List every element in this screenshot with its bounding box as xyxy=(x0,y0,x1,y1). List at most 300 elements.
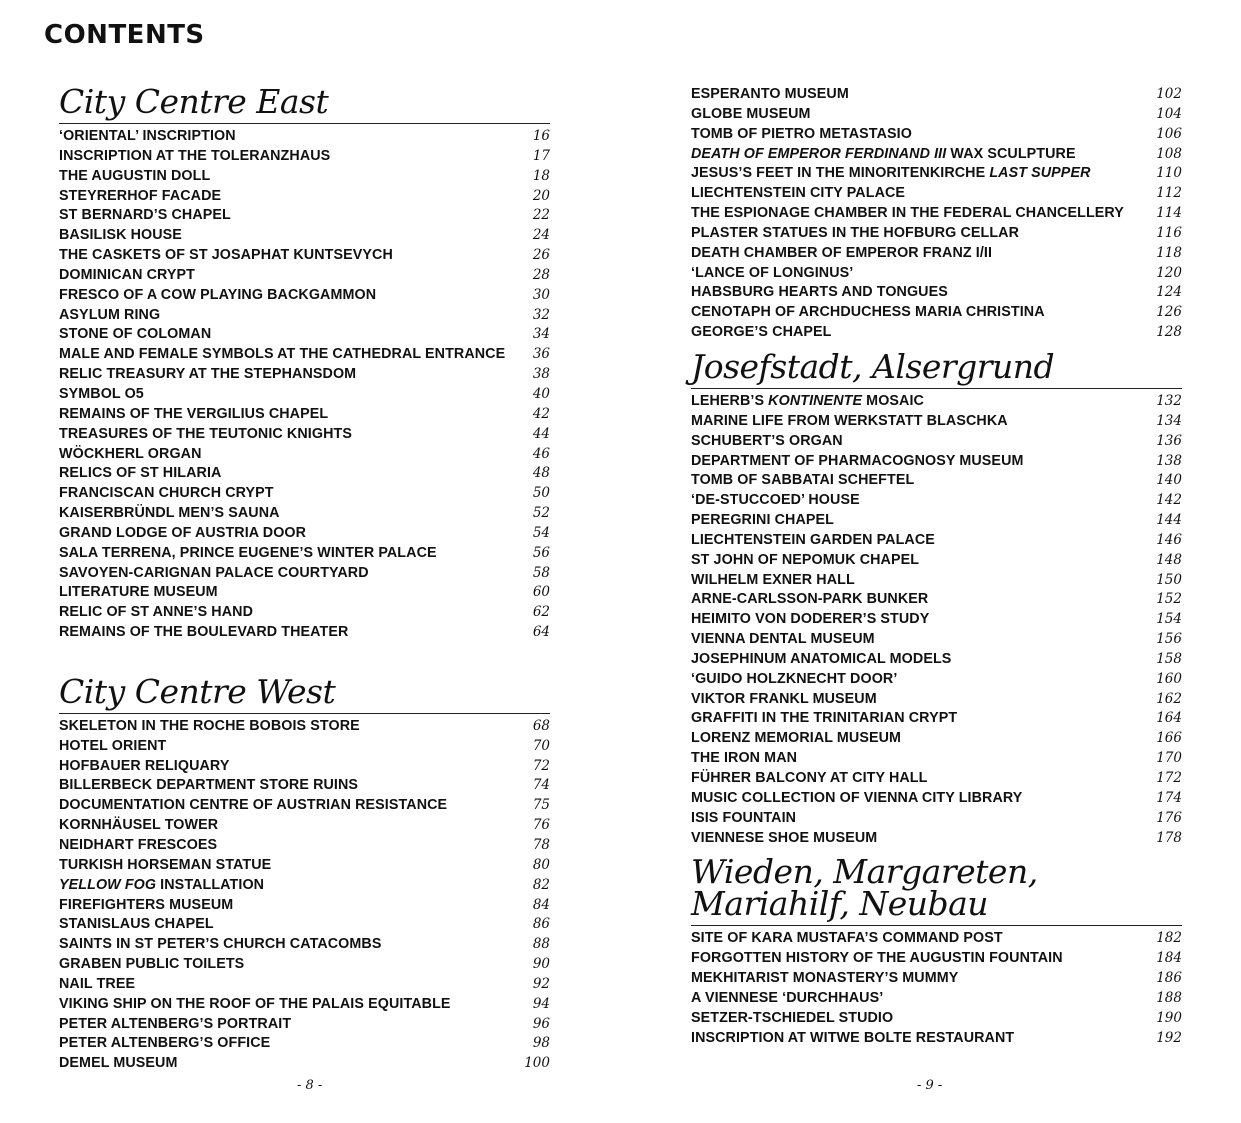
toc-entry xyxy=(59,935,550,955)
entry-title-part: INSTALLATION xyxy=(156,876,265,893)
entry-title-part: SITE OF KARA MUSTAFA’S COMMAND POST xyxy=(691,930,1003,947)
entry-title-part: JOSEPHINUM ANATOMICAL MODELS xyxy=(691,650,952,667)
toc-section xyxy=(691,854,1182,1048)
entry-page-number: 50 xyxy=(532,485,550,502)
toc-entry xyxy=(691,164,1182,184)
entry-title xyxy=(691,949,1063,969)
entry-title-part: REMAINS OF THE BOULEVARD THEATER xyxy=(59,624,349,641)
entry-title xyxy=(59,816,218,836)
entry-title xyxy=(691,709,957,729)
entry-title-part: INSCRIPTION AT THE TOLERANZHAUS xyxy=(59,147,331,164)
entry-page-number: 134 xyxy=(1156,412,1182,429)
entry-title-part: REMAINS OF THE VERGILIUS CHAPEL xyxy=(59,405,329,422)
toc-entry xyxy=(59,583,550,603)
entry-title xyxy=(59,737,166,757)
entry-title-part: PETER ALTENBERG’S PORTRAIT xyxy=(59,1015,292,1032)
toc-entry xyxy=(59,995,550,1015)
entry-title-part: HOTEL ORIENT xyxy=(59,737,167,754)
entry-title xyxy=(691,969,958,989)
entry-title xyxy=(691,789,1022,809)
entry-title-part: TOMB OF PIETRO METASTASIO xyxy=(691,125,912,142)
entry-title xyxy=(59,345,505,365)
entry-title xyxy=(691,769,927,789)
page-number-left: - 8 - xyxy=(297,1078,323,1093)
entry-page-number: 114 xyxy=(1156,205,1182,222)
toc-entry xyxy=(691,1009,1182,1029)
toc-entry xyxy=(59,484,550,504)
toc-entry xyxy=(691,283,1182,303)
entry-page-number: 172 xyxy=(1156,770,1182,786)
entry-page-number: 32 xyxy=(532,306,550,323)
entry-title-part: KAISERBRÜNDL MEN’S SAUNA xyxy=(59,505,280,522)
entry-title-part: ARNE-CARLSSON-PARK BUNKER xyxy=(691,591,929,608)
entry-page-number: 42 xyxy=(532,405,550,422)
toc-entry xyxy=(691,323,1182,343)
entry-title xyxy=(691,105,811,125)
entry-title-italic-part: LAST SUPPER xyxy=(989,165,1091,182)
entry-title-part: VIENNA DENTAL MUSEUM xyxy=(691,631,875,648)
section-title: Wieden, Margareten, Mariahilf, Neubau xyxy=(691,854,1182,926)
entry-title xyxy=(691,1029,1014,1049)
toc-entry xyxy=(691,969,1182,989)
entry-title xyxy=(59,935,381,955)
entry-title xyxy=(691,125,912,145)
entry-title xyxy=(59,266,195,286)
entry-title-italic-part: DEATH OF EMPEROR FERDINAND III xyxy=(691,145,947,162)
entry-title xyxy=(691,323,832,343)
entry-page-number: 154 xyxy=(1156,611,1182,628)
entry-page-number: 68 xyxy=(532,717,550,734)
toc-entry xyxy=(691,105,1182,125)
entry-title-part: ‘LANCE OF LONGINUS’ xyxy=(691,264,854,281)
toc-entry xyxy=(691,809,1182,829)
toc-entry-list xyxy=(691,82,1182,343)
entry-page-number: 142 xyxy=(1156,492,1182,509)
toc-entry xyxy=(691,989,1182,1009)
entry-page-number: 58 xyxy=(532,564,550,581)
entry-title-part: WÖCKHERL ORGAN xyxy=(59,445,202,462)
entry-title-part: RELIC OF ST ANNE’S HAND xyxy=(59,604,253,621)
toc-entry xyxy=(59,345,550,365)
toc-entry xyxy=(59,246,550,266)
entry-title xyxy=(59,504,280,524)
entry-page-number: 132 xyxy=(1156,392,1182,409)
entry-title-part: SYMBOL O5 xyxy=(59,385,144,402)
entry-page-number: 150 xyxy=(1156,571,1182,588)
entry-title-part: ST JOHN OF NEPOMUK CHAPEL xyxy=(691,551,920,568)
entry-page-number: 28 xyxy=(532,266,550,283)
entry-page-number: 136 xyxy=(1156,432,1182,449)
entry-title-part: LIECHTENSTEIN CITY PALACE xyxy=(691,185,906,202)
entry-title-part: JESUS’S FEET IN THE MINORITENKIRCHE xyxy=(691,165,990,182)
toc-entry xyxy=(59,896,550,916)
section-title: City Centre West xyxy=(59,674,550,714)
entry-title xyxy=(691,610,929,630)
left-page-column xyxy=(59,84,550,1074)
entry-page-number: 38 xyxy=(532,366,550,383)
entry-title-part: NEIDHART FRESCOES xyxy=(59,837,218,853)
toc-section xyxy=(59,671,550,1074)
entry-page-number: 118 xyxy=(1156,244,1182,261)
entry-title xyxy=(691,571,855,591)
entry-title-part: ISIS FOUNTAIN xyxy=(691,809,797,826)
toc-entry xyxy=(691,590,1182,610)
entry-title xyxy=(59,856,271,876)
entry-page-number: 158 xyxy=(1156,650,1182,667)
entry-title-part: STONE OF COLOMAN xyxy=(59,326,212,343)
entry-title xyxy=(59,365,356,385)
entry-title-part: WILHELM EXNER HALL xyxy=(691,571,855,588)
toc-entry xyxy=(59,623,550,643)
toc-entry xyxy=(59,717,550,737)
entry-title-part: SKELETON IN THE ROCHE BOBOIS STORE xyxy=(59,717,360,734)
entry-title-part: THE AUGUSTIN DOLL xyxy=(59,167,211,184)
entry-title xyxy=(59,757,229,777)
toc-entry xyxy=(59,127,550,147)
entry-title xyxy=(59,955,244,975)
entry-title-part: GRAND LODGE OF AUSTRIA DOOR xyxy=(59,524,307,541)
entry-page-number: 30 xyxy=(532,286,550,303)
entry-page-number: 48 xyxy=(532,465,550,482)
entry-title xyxy=(691,432,843,452)
toc-entry xyxy=(691,392,1182,412)
toc-entry xyxy=(691,650,1182,670)
entry-page-number: 106 xyxy=(1156,125,1182,142)
entry-title xyxy=(59,524,306,544)
entry-title-italic-part: YELLOW FOG xyxy=(59,876,157,893)
entry-page-number: 126 xyxy=(1156,304,1182,321)
entry-title xyxy=(691,650,951,670)
entry-title xyxy=(59,286,376,306)
entry-title xyxy=(691,590,928,610)
entry-title xyxy=(691,690,877,710)
entry-title-part: FÜHRER BALCONY AT CITY HALL xyxy=(691,770,928,786)
entry-page-number: 146 xyxy=(1156,531,1182,548)
entry-page-number: 36 xyxy=(532,346,550,363)
toc-entry xyxy=(691,264,1182,284)
entry-title-part: DOCUMENTATION CENTRE OF AUSTRIAN RESISTANCE xyxy=(59,797,448,814)
entry-title-part: TURKISH HORSEMAN STATUE xyxy=(59,856,272,873)
entry-page-number: 80 xyxy=(532,856,550,873)
entry-page-number: 192 xyxy=(1156,1029,1182,1046)
entry-title-part: INSCRIPTION AT WITWE BOLTE RESTAURANT xyxy=(691,1029,1015,1046)
entry-title xyxy=(59,445,202,465)
entry-title xyxy=(59,206,231,226)
entry-title-part: ‘ORIENTAL’ INSCRIPTION xyxy=(59,128,236,144)
toc-entry xyxy=(691,630,1182,650)
entry-page-number: 22 xyxy=(532,207,550,224)
entry-page-number: 16 xyxy=(532,128,550,144)
entry-title xyxy=(59,776,358,796)
entry-title-part: DEMEL MUSEUM xyxy=(59,1055,178,1072)
entry-title xyxy=(691,670,897,690)
entry-title-part: WAX SCULPTURE xyxy=(946,145,1076,162)
entry-title xyxy=(59,246,393,266)
toc-entry xyxy=(691,690,1182,710)
entry-title xyxy=(691,630,875,650)
entry-page-number: 60 xyxy=(532,584,550,601)
toc-entry xyxy=(691,769,1182,789)
entry-title xyxy=(59,464,221,484)
toc-entry xyxy=(59,856,550,876)
entry-title-part: MALE AND FEMALE SYMBOLS AT THE CATHEDRAL ENTRANCE xyxy=(59,346,506,363)
entry-title xyxy=(59,385,144,405)
entry-title xyxy=(691,85,849,105)
toc-entry xyxy=(59,206,550,226)
entry-title-part: DEPARTMENT OF PHARMACOGNOSY MUSEUM xyxy=(691,452,1024,469)
entry-page-number: 92 xyxy=(532,975,550,992)
entry-title xyxy=(59,915,214,935)
entry-title xyxy=(59,975,135,995)
entry-page-number: 102 xyxy=(1156,86,1182,102)
entry-title-part: ‘GUIDO HOLZKNECHT DOOR’ xyxy=(691,670,898,687)
toc-entry xyxy=(59,425,550,445)
entry-title xyxy=(691,145,1076,165)
entry-title-part: MARINE LIFE FROM WERKSTATT BLASCHKA xyxy=(691,412,1008,429)
entry-page-number: 82 xyxy=(532,876,550,893)
entry-title xyxy=(691,989,883,1009)
toc-entry xyxy=(691,303,1182,323)
entry-page-number: 138 xyxy=(1156,452,1182,469)
toc-section xyxy=(691,346,1182,848)
entry-title xyxy=(691,283,948,303)
toc-section xyxy=(691,82,1182,343)
entry-page-number: 120 xyxy=(1156,264,1182,281)
toc-entry-list xyxy=(59,124,550,643)
entry-title xyxy=(691,204,1124,224)
toc-entry xyxy=(691,412,1182,432)
entry-title xyxy=(59,405,328,425)
toc-entry xyxy=(691,224,1182,244)
entry-page-number: 128 xyxy=(1156,324,1182,341)
entry-title xyxy=(59,836,217,856)
entry-title-part: STANISLAUS CHAPEL xyxy=(59,916,214,933)
entry-page-number: 34 xyxy=(532,326,550,343)
entry-title-part: BASILISK HOUSE xyxy=(59,227,182,244)
entry-title xyxy=(691,809,796,829)
entry-page-number: 162 xyxy=(1156,690,1182,707)
toc-entry xyxy=(59,226,550,246)
entry-page-number: 40 xyxy=(532,385,550,402)
toc-entry xyxy=(59,836,550,856)
entry-title xyxy=(59,603,253,623)
entry-page-number: 70 xyxy=(532,737,550,754)
entry-title xyxy=(691,929,1003,949)
toc-entry xyxy=(59,167,550,187)
entry-title-part: RELICS OF ST HILARIA xyxy=(59,465,222,482)
toc-section xyxy=(59,84,550,643)
entry-page-number: 144 xyxy=(1156,512,1182,529)
entry-page-number: 116 xyxy=(1156,224,1182,241)
toc-entry xyxy=(691,471,1182,491)
entry-page-number: 24 xyxy=(532,227,550,244)
entry-page-number: 18 xyxy=(532,167,550,184)
entry-title-part: DEATH CHAMBER OF EMPEROR FRANZ I/II xyxy=(691,244,993,261)
entry-page-number: 86 xyxy=(532,916,550,933)
entry-page-number: 164 xyxy=(1156,710,1182,727)
entry-page-number: 54 xyxy=(532,524,550,541)
entry-title-part: FIREFIGHTERS MUSEUM xyxy=(59,896,234,913)
entry-page-number: 160 xyxy=(1156,670,1182,687)
toc-entry xyxy=(691,432,1182,452)
entry-title xyxy=(59,127,236,147)
entry-title xyxy=(59,623,348,643)
entry-page-number: 46 xyxy=(532,445,550,462)
entry-page-number: 72 xyxy=(532,757,550,774)
entry-title xyxy=(691,184,905,204)
toc-entry xyxy=(59,1034,550,1054)
entry-title-part: LORENZ MEMORIAL MUSEUM xyxy=(691,730,902,747)
page-title: CONTENTS xyxy=(44,20,205,50)
toc-entry xyxy=(691,929,1182,949)
toc-entry xyxy=(59,524,550,544)
entry-title xyxy=(691,303,1045,323)
toc-entry-list xyxy=(691,926,1182,1048)
entry-title-part: GEORGE’S CHAPEL xyxy=(691,324,832,341)
toc-entry xyxy=(691,511,1182,531)
entry-title-part: GRAFFITI IN THE TRINITARIAN CRYPT xyxy=(691,710,958,727)
toc-entry xyxy=(59,757,550,777)
toc-entry xyxy=(691,729,1182,749)
entry-page-number: 174 xyxy=(1156,789,1182,806)
page-number-right: - 9 - xyxy=(917,1078,943,1093)
toc-entry xyxy=(59,776,550,796)
entry-title-part: LEHERB’S xyxy=(691,392,769,409)
entry-title-part: BILLERBECK DEPARTMENT STORE RUINS xyxy=(59,777,359,794)
entry-title xyxy=(691,491,860,511)
entry-page-number: 90 xyxy=(532,956,550,973)
entry-page-number: 170 xyxy=(1156,750,1182,767)
entry-page-number: 108 xyxy=(1156,145,1182,162)
entry-title-part: ST BERNARD’S CHAPEL xyxy=(59,207,231,224)
entry-page-number: 166 xyxy=(1156,730,1182,747)
toc-entry xyxy=(59,564,550,584)
entry-title xyxy=(691,551,919,571)
entry-title-part: SCHUBERT’S ORGAN xyxy=(691,432,843,449)
entry-title xyxy=(691,531,935,551)
toc-entry xyxy=(691,145,1182,165)
entry-title xyxy=(691,164,1091,184)
toc-entry-list xyxy=(59,714,550,1074)
entry-title-part: VIKING SHIP ON THE ROOF OF THE PALAIS EQUITABLE xyxy=(59,995,451,1012)
toc-entry xyxy=(59,915,550,935)
entry-page-number: 62 xyxy=(532,604,550,621)
entry-title-part: PEREGRINI CHAPEL xyxy=(691,512,834,529)
section-title: Josefstadt, Alsergrund xyxy=(691,349,1182,389)
entry-title-part: PETER ALTENBERG’S OFFICE xyxy=(59,1035,271,1052)
entry-title xyxy=(59,876,264,896)
entry-title xyxy=(59,147,330,167)
entry-page-number: 184 xyxy=(1156,950,1182,967)
entry-title xyxy=(59,187,221,207)
entry-page-number: 94 xyxy=(532,995,550,1012)
toc-entry xyxy=(691,491,1182,511)
entry-title-part: HOFBAUER RELIQUARY xyxy=(59,757,230,774)
entry-title-part: FRESCO OF A COW PLAYING BACKGAMMON xyxy=(59,286,377,303)
toc-entry xyxy=(691,571,1182,591)
entry-title-part: RELIC TREASURY AT THE STEPHANSDOM xyxy=(59,366,357,383)
entry-title xyxy=(59,717,360,737)
toc-entry xyxy=(691,670,1182,690)
entry-page-number: 52 xyxy=(532,505,550,522)
entry-page-number: 110 xyxy=(1156,165,1182,182)
entry-title-part: GLOBE MUSEUM xyxy=(691,105,811,122)
entry-page-number: 20 xyxy=(532,187,550,204)
toc-entry xyxy=(691,709,1182,729)
entry-title-italic-part: KONTINENTE xyxy=(768,392,863,409)
entry-page-number: 64 xyxy=(532,624,550,641)
entry-title-part: SALA TERRENA, PRINCE EUGENE’S WINTER PALACE xyxy=(59,544,437,561)
toc-entry xyxy=(59,286,550,306)
entry-title-part: MOSAIC xyxy=(862,392,924,409)
toc-entry xyxy=(59,365,550,385)
entry-title xyxy=(691,244,992,264)
toc-entry xyxy=(59,464,550,484)
toc-entry xyxy=(59,306,550,326)
toc-entry xyxy=(59,1054,550,1074)
section-title: City Centre East xyxy=(59,84,550,124)
entry-title xyxy=(59,167,210,187)
entry-page-number: 188 xyxy=(1156,989,1182,1006)
entry-title xyxy=(59,583,218,603)
entry-page-number: 104 xyxy=(1156,105,1182,122)
entry-title xyxy=(691,1009,893,1029)
toc-entry xyxy=(59,187,550,207)
toc-entry xyxy=(59,405,550,425)
entry-title-part: KORNHÄUSEL TOWER xyxy=(59,817,219,834)
entry-title xyxy=(691,264,853,284)
entry-title xyxy=(59,425,352,445)
entry-title-part: GRABEN PUBLIC TOILETS xyxy=(59,956,245,973)
entry-title-part: STEYRERHOF FACADE xyxy=(59,187,222,204)
entry-title-part: VIKTOR FRANKL MUSEUM xyxy=(691,690,877,707)
entry-title xyxy=(59,484,274,504)
entry-title-part: THE ESPIONAGE CHAMBER IN THE FEDERAL CHANCELLERY xyxy=(691,205,1124,222)
toc-entry xyxy=(59,737,550,757)
toc-entry xyxy=(691,125,1182,145)
entry-page-number: 100 xyxy=(524,1055,550,1072)
toc-entry xyxy=(59,603,550,623)
entry-title xyxy=(59,796,447,816)
toc-entry xyxy=(59,544,550,564)
entry-page-number: 152 xyxy=(1156,591,1182,608)
toc-entry xyxy=(59,975,550,995)
entry-title xyxy=(691,749,797,769)
entry-title-part: MEKHITARIST MONASTERY’S MUMMY xyxy=(691,970,959,987)
entry-title-part: TOMB OF SABBATAI SCHEFTEL xyxy=(691,472,915,489)
entry-title-part: SETZER-TSCHIEDEL STUDIO xyxy=(691,1009,894,1026)
entry-title-part: A VIENNESE ‘DURCHHAUS’ xyxy=(691,989,884,1006)
entry-page-number: 74 xyxy=(532,777,550,794)
entry-title xyxy=(59,226,182,246)
entry-page-number: 56 xyxy=(532,544,550,561)
entry-title xyxy=(59,995,451,1015)
toc-entry xyxy=(691,749,1182,769)
entry-title-part: SAVOYEN-CARIGNAN PALACE COURTYARD xyxy=(59,564,369,581)
entry-title xyxy=(691,471,914,491)
entry-title-part: MUSIC COLLECTION OF VIENNA CITY LIBRARY xyxy=(691,789,1023,806)
toc-entry xyxy=(691,829,1182,849)
right-page-column xyxy=(691,82,1182,1048)
entry-page-number: 112 xyxy=(1156,185,1182,202)
entry-title-part: LITERATURE MUSEUM xyxy=(59,584,218,601)
toc-entry xyxy=(691,244,1182,264)
toc-entry xyxy=(59,385,550,405)
entry-page-number: 182 xyxy=(1156,930,1182,947)
entry-page-number: 84 xyxy=(532,896,550,913)
toc-entry-list xyxy=(691,389,1182,848)
entry-title-part: THE IRON MAN xyxy=(691,750,798,767)
